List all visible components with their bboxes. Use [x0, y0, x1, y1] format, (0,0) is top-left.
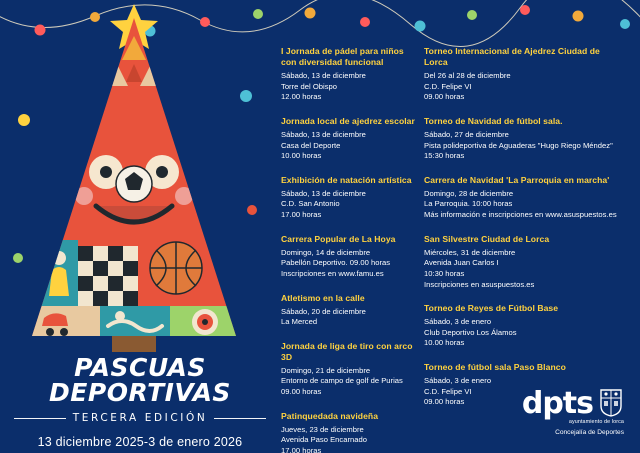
rule-left	[14, 418, 66, 419]
event-detail: Avenida Paso Encarnado	[281, 435, 368, 445]
poster-title-block	[14, 355, 266, 449]
event-detail: Inscripciones en asuspuestos.es	[424, 279, 535, 289]
logo-department: Concejalía de Deportes	[555, 429, 624, 436]
event-item	[281, 46, 415, 103]
event-item	[281, 341, 415, 398]
event-item	[424, 303, 624, 349]
event-detail: Domingo, 14 de diciembre	[281, 247, 371, 257]
event-title: Carrera de Navidad 'La Parroquia en marcha'	[424, 174, 610, 185]
event-detail: C.D. San Antonio	[281, 199, 340, 209]
event-title: San Silvestre Ciudad de Lorca	[424, 233, 550, 244]
event-detail: 10.00 horas	[281, 151, 322, 161]
event-detail: Torre del Obispo	[281, 81, 338, 91]
event-title: Torneo Internacional de Ajedrez Ciudad de Lorca	[424, 46, 600, 67]
event-detail: La Parroquia. 10:00 horas	[424, 199, 513, 209]
event-detail: 10.00 horas	[424, 338, 465, 348]
event-title: Torneo de Navidad de fútbol sala.	[424, 115, 563, 126]
event-detail: 09.00 horas	[424, 92, 465, 102]
event-title: Jornada de liga de tiro con arco 3D	[281, 340, 413, 362]
event-title: Torneo de Reyes de Fútbol Base	[424, 303, 559, 314]
event-item	[281, 116, 415, 162]
coat-of-arms-icon	[598, 387, 624, 417]
rule-right	[214, 418, 266, 419]
event-title: Jornada local de ajedrez escolar	[281, 115, 415, 126]
event-detail: Sábado, 13 de diciembre	[281, 129, 366, 139]
ornament	[240, 90, 252, 102]
event-detail: Miércoles, 31 de diciembre	[424, 247, 516, 257]
logo-wordmark: dpts	[521, 386, 593, 422]
event-detail: Pabellón Deportivo. 09.00 horas	[281, 258, 391, 268]
event-item	[424, 116, 624, 162]
poster-dates: 13 diciembre 2025-3 de enero 2026	[37, 435, 243, 449]
event-detail: 15:30 horas	[424, 151, 465, 161]
event-title: Carrera Popular de La Hoya	[281, 233, 396, 244]
event-detail: Domingo, 21 de diciembre	[281, 365, 371, 375]
event-detail: Sábado, 20 de diciembre	[281, 306, 366, 316]
event-detail: 09.00 horas	[424, 397, 465, 407]
event-detail: Casa del Deporte	[281, 140, 341, 150]
event-item	[281, 411, 415, 453]
event-detail: Sábado, 27 de diciembre	[424, 129, 509, 139]
poster-subtitle: TERCERA EDICIÓN	[72, 412, 208, 424]
event-detail: C.D. Felipe VI	[424, 386, 472, 396]
event-detail-link[interactable]: Más información e inscripciones en www.asuspuestos.es	[424, 210, 617, 219]
event-detail: Pista polideportiva de Aguaderas "Hugo Riego Méndez"	[424, 140, 613, 150]
event-detail: Club Deportivo Los Álamos	[424, 327, 517, 337]
event-item	[281, 293, 415, 328]
event-item	[424, 46, 624, 103]
poster-subtitle-row	[14, 412, 266, 424]
ornament	[18, 114, 30, 126]
event-detail: 10:30 horas	[424, 268, 465, 278]
event-title: Atletismo en la calle	[281, 292, 365, 303]
event-detail: Del 26 al 28 de diciembre	[424, 71, 511, 80]
logo-row	[484, 386, 624, 422]
poster-title: PASCUAS DEPORTIVAS	[49, 353, 231, 407]
event-detail: Domingo, 28 de diciembre	[424, 188, 514, 198]
event-title: I Jornada de pádel para niños con diversidad funcional	[281, 46, 404, 67]
ornament	[13, 253, 23, 263]
event-item	[281, 175, 415, 221]
event-title: Exhibición de natación artística	[281, 174, 412, 185]
event-item	[424, 175, 624, 221]
event-detail: C.D. Felipe VI	[424, 81, 472, 91]
event-detail: 09.00 horas	[281, 387, 322, 396]
event-detail: Sábado, 13 de diciembre	[281, 71, 366, 80]
event-item	[281, 234, 415, 280]
event-title: Patinquedada navideña	[281, 410, 379, 421]
chess-band	[78, 246, 138, 306]
events-column-1	[281, 46, 415, 453]
event-detail: 17.00 horas	[281, 210, 322, 219]
event-item	[424, 234, 624, 291]
event-detail: 17.00 horas	[281, 445, 322, 453]
organization-logo	[484, 387, 624, 436]
event-detail: Sábado, 3 de enero	[424, 317, 492, 327]
events-column-2	[424, 46, 624, 408]
event-detail: Avenida Juan Carlos I	[424, 258, 499, 268]
event-detail: 12.00 horas	[281, 92, 322, 102]
ornament	[247, 205, 257, 215]
event-detail: La Merced	[281, 317, 318, 327]
event-detail: Sábado, 3 de enero	[424, 376, 492, 385]
event-title: Torneo de fútbol sala Paso Blanco	[424, 362, 566, 372]
logo-subtext: ayuntamiento de lorca	[568, 419, 624, 426]
event-detail: Sábado, 13 de diciembre	[281, 188, 366, 198]
event-detail: Entorno de campo de golf de Purias	[281, 376, 403, 386]
event-detail: Jueves, 23 de diciembre	[281, 424, 364, 434]
event-detail: Inscripciones en www.famu.es	[281, 268, 384, 278]
